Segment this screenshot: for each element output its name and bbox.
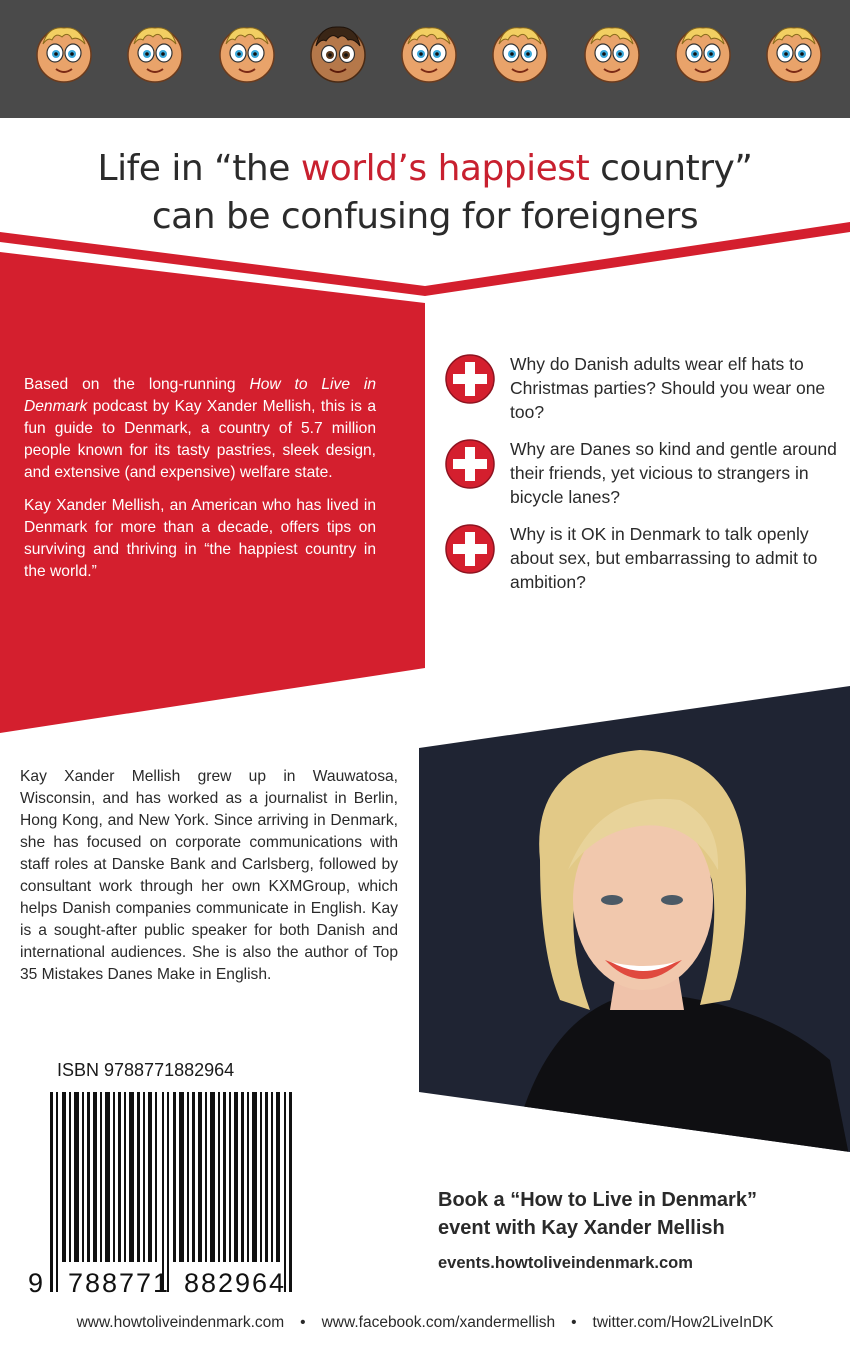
intro-paragraph-2: Kay Xander Mellish, an American who has lived in Denmark for more than a decade, offers tips on surviving and thriving in “the happiest country in the world.” bbox=[24, 497, 376, 580]
barcode-digit: 9 bbox=[28, 1268, 44, 1298]
intro-rest: podcast by Kay Xander Mellish, this is a fun guide to Denmark, a country of 5.7 million people known for its tasty pastries, sleek design, and extensive (and expensive) welfare state. bbox=[24, 398, 376, 481]
intro-paragraph-1 bbox=[24, 374, 376, 484]
twitter-link[interactable]: twitter.com/How2LiveInDK bbox=[592, 1314, 774, 1331]
question-text: Why do Danish adults wear elf hats to Christmas parties? Should you wear one too? bbox=[510, 354, 826, 422]
headline-highlight: world’s happiest bbox=[300, 148, 590, 189]
page-headline bbox=[0, 145, 850, 241]
barcode-digit: 9 bbox=[235, 1268, 251, 1298]
headline-line-1 bbox=[0, 145, 850, 193]
barcode-digit: 8 bbox=[85, 1268, 101, 1298]
booking-callout bbox=[438, 1186, 838, 1242]
headline-line-2: can be confusing for foreigners bbox=[151, 196, 699, 237]
facebook-link[interactable]: www.facebook.com/xandermellish bbox=[321, 1314, 556, 1331]
question-item bbox=[445, 352, 840, 424]
danish-cross-icon bbox=[445, 439, 495, 489]
booking-line-2: event with Kay Xander Mellish bbox=[438, 1217, 725, 1239]
separator-dot: • bbox=[571, 1314, 577, 1331]
barcode-digit: 8 bbox=[201, 1268, 217, 1298]
danish-cross-icon bbox=[445, 354, 495, 404]
question-list bbox=[445, 352, 840, 607]
danish-cross-icon bbox=[445, 524, 495, 574]
barcode-digit: 2 bbox=[218, 1268, 234, 1298]
podcast-title: How to Live in Denmark bbox=[24, 376, 376, 415]
booking-line-1: Book a “How to Live in Denmark” bbox=[438, 1189, 757, 1211]
headline-text: country” bbox=[589, 148, 753, 189]
question-item bbox=[445, 437, 840, 509]
barcode-digit: 6 bbox=[252, 1268, 268, 1298]
barcode-digit: 7 bbox=[136, 1268, 152, 1298]
barcode-digit: 8 bbox=[184, 1268, 200, 1298]
question-text: Why are Danes so kind and gentle around their friends, yet vicious to strangers in bicycle lanes? bbox=[510, 439, 837, 507]
website-link[interactable]: www.howtoliveindenmark.com bbox=[76, 1314, 285, 1331]
barcode-digit: 1 bbox=[153, 1268, 169, 1298]
intro-lead: Based on the long-running bbox=[24, 376, 250, 393]
intro-text bbox=[24, 374, 376, 594]
booking-url[interactable]: events.howtoliveindenmark.com bbox=[438, 1254, 693, 1272]
headline-text: Life in “the bbox=[97, 148, 301, 189]
footer-links bbox=[0, 1314, 850, 1332]
barcode-digit: 7 bbox=[68, 1268, 84, 1298]
author-bio: Kay Xander Mellish grew up in Wauwatosa, Wisconsin, and has worked as a journalist in Berlin, Hong Kong, and New York. Since arriving in Denmark, she has focused on corporate communications with staff roles at Danske Bank and Carlsberg, followed by consultant work through her own KXMGroup, which helps Danish companies communicate in English. Kay is a sought-after public speaker for both Danish and international audiences. She is also the author of Top 35 Mistakes Danes Make in English. bbox=[20, 768, 398, 983]
question-text: Why is it OK in Denmark to talk openly about sex, but embarrassing to admit to ambition? bbox=[510, 524, 818, 592]
barcode-digit: 7 bbox=[119, 1268, 135, 1298]
separator-dot: • bbox=[300, 1314, 306, 1331]
barcode-digit: 4 bbox=[269, 1268, 285, 1298]
barcode-number bbox=[28, 1268, 318, 1299]
isbn-label: ISBN 9788771882964 bbox=[57, 1060, 235, 1080]
navy-panel bbox=[419, 686, 850, 1152]
barcode-digit: 8 bbox=[102, 1268, 118, 1298]
question-item bbox=[445, 522, 840, 594]
